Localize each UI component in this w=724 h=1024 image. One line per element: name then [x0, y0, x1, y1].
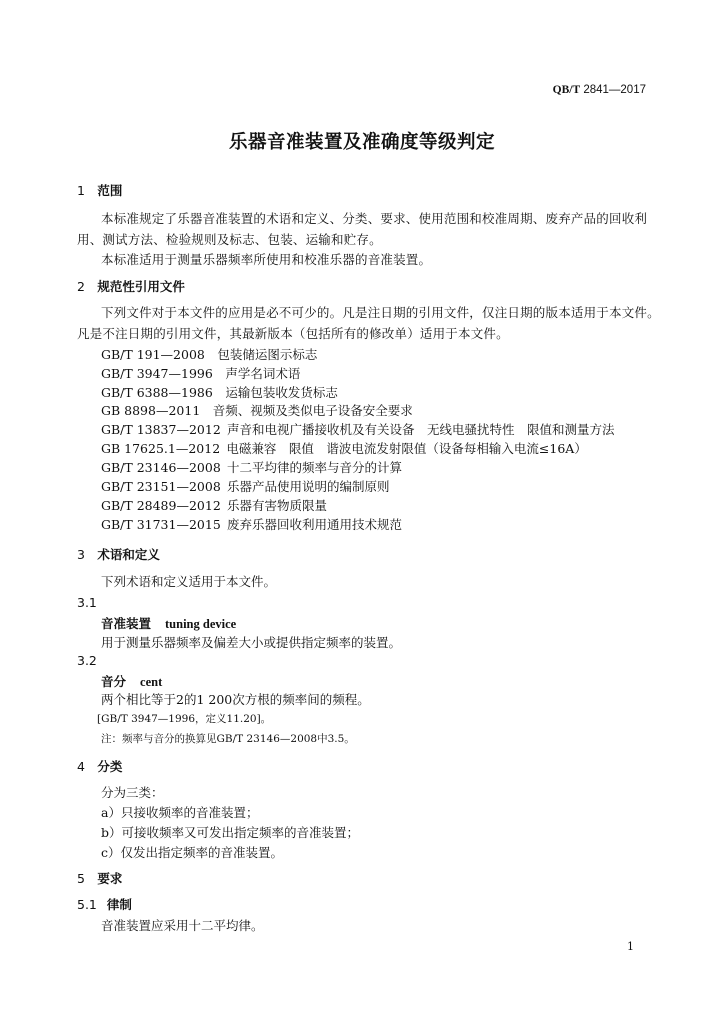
paragraph: 分为三类：	[101, 785, 164, 800]
standard-prefix: QB/T	[552, 84, 581, 96]
term-english: cent	[140, 675, 163, 689]
section-title: 规范性引用文件	[97, 279, 185, 294]
subsection-title: 律制	[106, 897, 132, 912]
section-3-heading	[77, 545, 160, 563]
reference-item	[101, 496, 327, 514]
subsection-number: 5.1	[77, 897, 97, 912]
reference-code: GB/T 23146—2008	[101, 460, 221, 475]
paragraph: 用、测试方法、检验规则及标志、包装、运输和贮存。	[77, 232, 382, 247]
subsection-5-1-heading	[77, 895, 132, 913]
reference-title: 废弃乐器回收利用通用技术规范	[227, 517, 403, 532]
paragraph: 本标准适用于测量乐器频率所使用和校准乐器的音准装置。	[101, 252, 432, 267]
reference-item	[101, 383, 338, 401]
reference-title: 声学名词术语	[225, 366, 301, 381]
reference-title: 电磁兼容 限值 谐波电流发射限值（设备每相输入电流≤16A）	[226, 441, 587, 456]
reference-item	[101, 439, 587, 457]
standard-code: 2841—2017	[583, 84, 646, 96]
document-title: 乐器音准装置及准确度等级判定	[228, 132, 495, 153]
paragraph: 下列术语和定义适用于本文件。	[101, 574, 277, 589]
reference-title: 乐器有害物质限量	[227, 498, 328, 513]
section-number: 4	[77, 759, 85, 774]
standard-number	[553, 84, 646, 96]
section-number: 5	[77, 871, 85, 886]
reference-code: GB 17625.1—2012	[101, 441, 221, 456]
term-definition: 用于测量乐器频率及偏差大小或提供指定频率的装置。	[101, 635, 402, 650]
reference-code: GB/T 31731—2015	[101, 517, 221, 532]
term-number: 3.2	[77, 653, 97, 668]
section-title: 范围	[97, 183, 123, 198]
term-definition: 两个相比等于2的1 200次方根的频率间的频程。	[101, 692, 370, 707]
note: 注：频率与音分的换算见GB/T 23146—2008中3.5。	[101, 733, 355, 745]
paragraph: 凡是不注日期的引用文件，其最新版本（包括所有的修改单）适用于本文件。	[77, 326, 509, 341]
section-title: 分类	[97, 759, 123, 774]
reference-code: GB/T 23151—2008	[101, 479, 221, 494]
section-number: 3	[77, 547, 85, 562]
term-entry	[101, 614, 236, 632]
reference-item	[101, 364, 300, 382]
reference-code: GB/T 6388—1986	[101, 385, 213, 400]
reference-code: GB/T 28489—2012	[101, 498, 221, 513]
term-source: [GB/T 3947—1996，定义11.20]。	[97, 713, 272, 725]
reference-item	[101, 477, 390, 495]
term-number: 3.1	[77, 595, 97, 610]
reference-item	[101, 515, 402, 533]
section-5-heading	[77, 869, 122, 887]
list-item: b）可接收频率又可发出指定频率的音准装置；	[101, 825, 360, 840]
page-number: 1	[627, 940, 634, 953]
section-title: 要求	[97, 871, 123, 886]
section-2-heading	[77, 277, 185, 295]
reference-code: GB/T 13837—2012	[101, 422, 221, 437]
term-chinese: 音准装置	[101, 616, 152, 631]
reference-title: 音频、视频及类似电子设备安全要求	[212, 403, 413, 418]
paragraph: 下列文件对于本文件的应用是必不可少的。凡是注日期的引用文件，仅注日期的版本适用于本文件。	[101, 305, 660, 320]
section-number: 1	[77, 183, 85, 198]
reference-item	[101, 345, 317, 363]
list-item: c）仅发出指定频率的音准装置。	[101, 845, 284, 860]
reference-code: GB 8898—2011	[101, 403, 201, 418]
term-chinese: 音分	[101, 674, 127, 689]
section-1-heading	[77, 181, 122, 199]
reference-item	[101, 458, 402, 476]
term-english: tuning device	[165, 617, 237, 631]
reference-title: 运输包装收发货标志	[225, 385, 338, 400]
reference-code: GB/T 191—2008	[101, 347, 205, 362]
reference-title: 乐器产品使用说明的编制原则	[227, 479, 390, 494]
section-4-heading	[77, 757, 122, 775]
reference-title: 包装储运图示标志	[217, 347, 318, 362]
section-title: 术语和定义	[97, 547, 160, 562]
reference-title: 声音和电视广播接收机及有关设备 无线电骚扰特性 限值和测量方法	[227, 422, 615, 437]
paragraph: 音准装置应采用十二平均律。	[101, 918, 264, 933]
reference-item	[101, 420, 615, 438]
reference-item	[101, 401, 413, 419]
reference-code: GB/T 3947—1996	[101, 366, 213, 381]
reference-title: 十二平均律的频率与音分的计算	[227, 460, 403, 475]
paragraph: 本标准规定了乐器音准装置的术语和定义、分类、要求、使用范围和校准周期、废弃产品的回收利	[101, 211, 648, 226]
list-item: a）只接收频率的音准装置；	[101, 805, 259, 820]
term-entry	[101, 672, 162, 690]
section-number: 2	[77, 279, 85, 294]
